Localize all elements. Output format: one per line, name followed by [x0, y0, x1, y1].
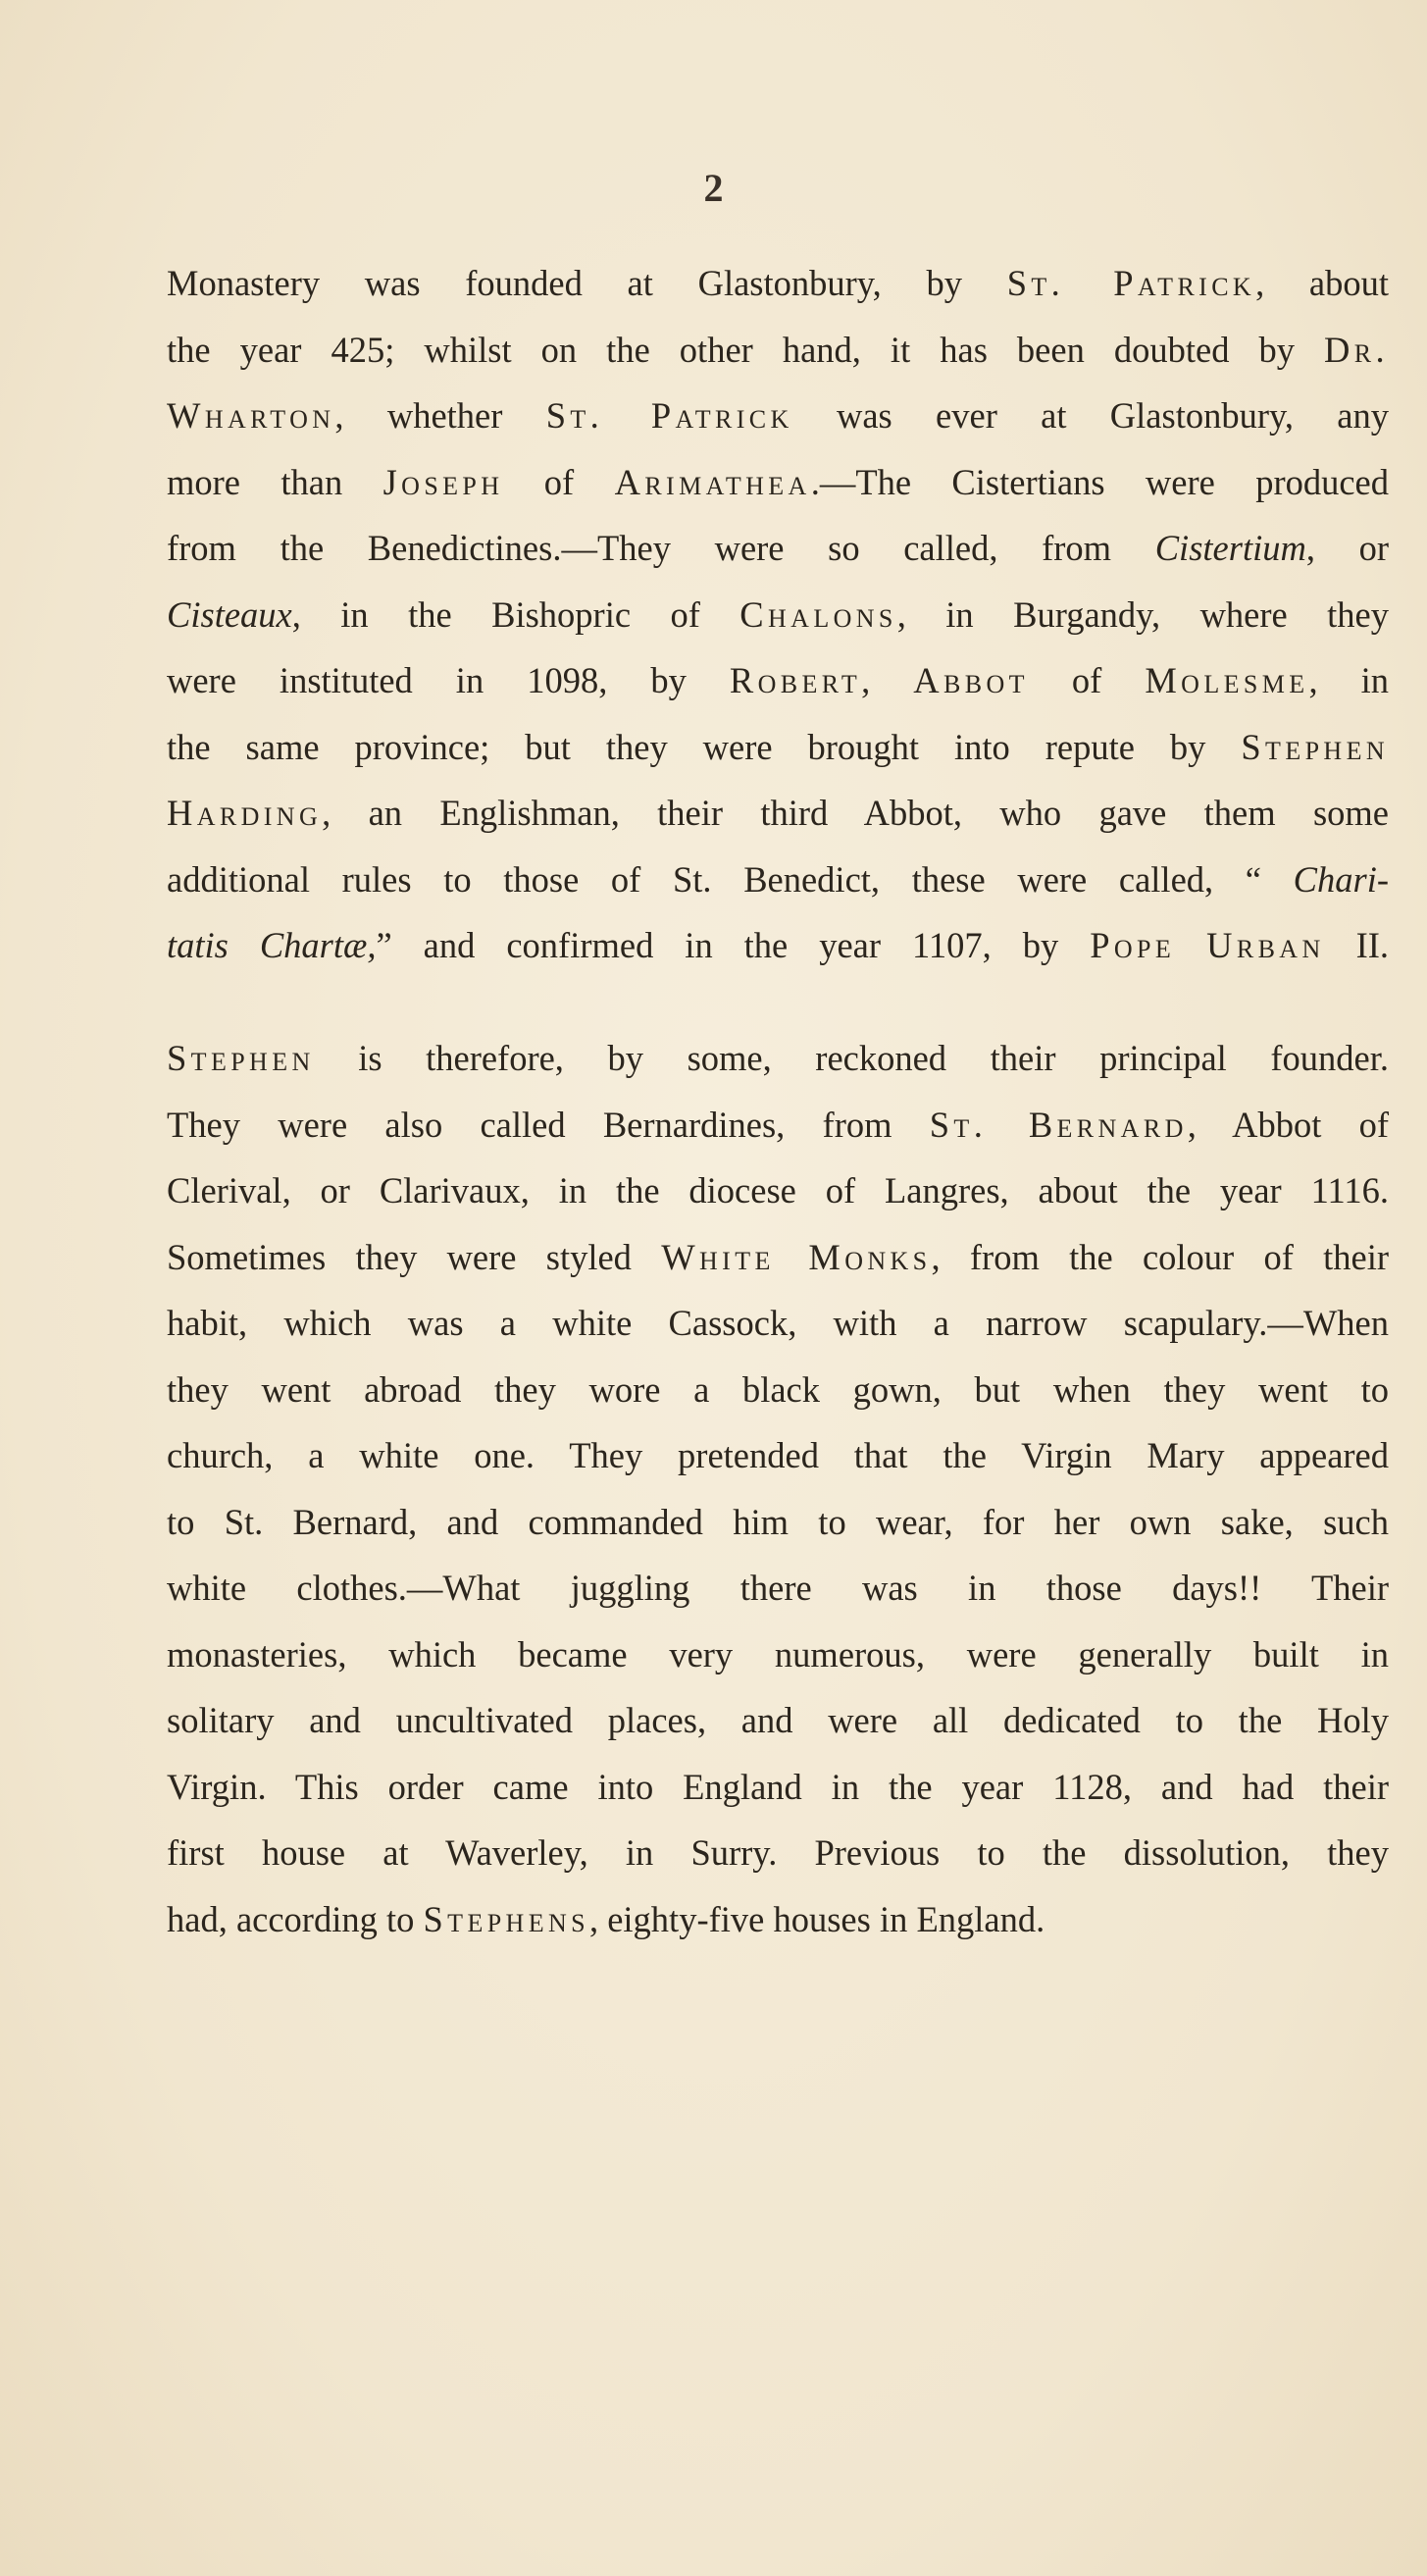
text-line: Cisteaux, in the Bishopric of Chalons, in Burgandy, where they: [167, 593, 1389, 635]
name-smallcaps: St. Patrick: [545, 395, 793, 436]
text-line: white clothes.—What juggling there was in those days!! Their: [167, 1568, 1389, 1608]
text-line: the same province; but they were brought into repute by Stephen: [167, 726, 1389, 767]
name-smallcaps: Wharton: [167, 395, 335, 436]
page-number: 2: [703, 166, 724, 210]
paragraph-1: [167, 250, 1389, 979]
name-smallcaps: Stephen: [167, 1038, 315, 1078]
text-line: Monastery was founded at Glastonbury, by St. Patrick, about: [167, 263, 1390, 303]
name-smallcaps: Pope: [1090, 925, 1176, 965]
name-smallcaps: Dr.: [1324, 329, 1389, 370]
name-smallcaps: Joseph: [382, 461, 504, 502]
text-line: were instituted in 1098, by Robert, Abbot of Molesme, in: [167, 660, 1389, 700]
name-smallcaps: Urban: [1206, 925, 1325, 965]
text-line: Sometimes they were styled White Monks, from the colour of their: [167, 1236, 1389, 1277]
latin-italic: Chari-: [1293, 858, 1389, 900]
text-line: additional rules to those of St. Benedict, these were called, “ Chari-: [167, 858, 1389, 900]
name-smallcaps: Abbot: [913, 660, 1029, 700]
name-smallcaps: St. Patrick: [1006, 263, 1256, 303]
text-line: first house at Waverley, in Surry. Previous to the dissolution, they: [167, 1832, 1389, 1873]
text-line: Clerival, or Clarivaux, in the diocese of Langres, about the year 1116.: [167, 1170, 1389, 1211]
name-smallcaps: Stephens: [423, 1898, 589, 1939]
text-line: monasteries, which became very numerous, were generally built in: [167, 1633, 1389, 1674]
text-line: Harding, an Englishman, their third Abbot, who gave them some: [167, 793, 1389, 833]
text-line: They were also called Bernardines, from St. Bernard, Abbot of: [167, 1104, 1389, 1145]
name-smallcaps: St. Bernard: [929, 1104, 1188, 1145]
text-line-last: had, according to Stephens, eighty-five houses in England.: [167, 1898, 1045, 1939]
name-smallcaps: Chalons: [739, 593, 897, 635]
text-line: tatis Chartæ,” and confirmed in the year 1107, by Pope Urban II.: [167, 925, 1390, 965]
text-line: more than Joseph of Arimathea.—The Cistertians were produced: [167, 461, 1390, 502]
text-line: Virgin. This order came into England in the year 1128, and had their: [167, 1766, 1389, 1807]
text-line: Stephen is therefore, by some, reckoned their principal founder.: [167, 1038, 1389, 1078]
name-smallcaps: Arimathea: [614, 461, 811, 502]
name-smallcaps: White Monks: [661, 1236, 932, 1277]
text-line: from the Benedictines.—They were so called, from Cistertium, or: [167, 528, 1390, 568]
latin-italic: tatis Chartæ,: [167, 925, 377, 965]
text-line: to St. Bernard, and commanded him to wear, for her own sake, such: [167, 1501, 1389, 1542]
name-smallcaps: Stephen: [1241, 726, 1389, 767]
latin-italic: Cisteaux: [167, 593, 292, 635]
name-smallcaps: Harding: [167, 793, 323, 833]
latin-italic: Cistertium: [1154, 528, 1306, 568]
text-line: solitary and uncultivated places, and were all dedicated to the Holy: [167, 1700, 1389, 1740]
text-line: they went abroad they wore a black gown, but when they went to: [167, 1368, 1389, 1410]
name-smallcaps: Molesme: [1145, 660, 1309, 700]
text-line: church, a white one. They pretended that the Virgin Mary appeared: [167, 1435, 1389, 1475]
text-line: habit, which was a white Cassock, with a narrow scapulary.—When: [167, 1303, 1389, 1343]
text-line: Wharton, whether St. Patrick was ever at Glastonbury, any: [167, 395, 1389, 436]
name-smallcaps: Robert: [729, 660, 862, 700]
text-line: the year 425; whilst on the other hand, it has been doubted by Dr.: [167, 329, 1389, 370]
paragraph-2: [167, 1025, 1389, 1952]
